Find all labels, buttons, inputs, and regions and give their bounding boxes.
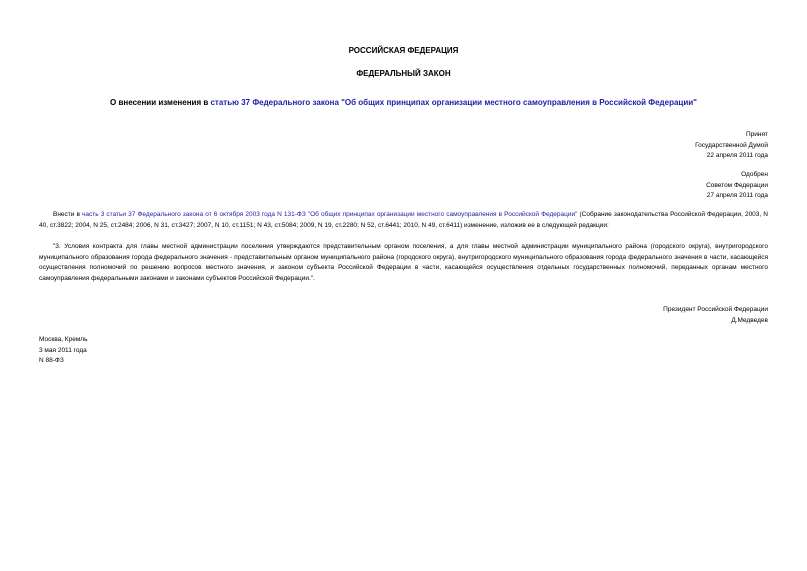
intro-link[interactable]: часть 3 статьи 37 Федерального закона от 6 октября 2003 года N 131-ФЗ "Об общих принципах организации местного самоуправления в Российской Федерации" [82, 211, 578, 218]
document-title-prefix: О внесении изменения в [110, 98, 211, 107]
approved-date: 27 апреля 2011 года [706, 192, 768, 199]
document-page [39, 0, 768, 571]
signature-position: Президент Российской Федерации [663, 306, 768, 313]
adopted-label: Принят [745, 131, 768, 138]
place-date: 3 мая 2011 года [39, 346, 87, 354]
intro-paragraph [39, 210, 768, 231]
approved-body: Советом Федерации [706, 181, 768, 189]
adopted-block [695, 130, 768, 162]
law-number: N 88-ФЗ [39, 357, 64, 364]
approved-block [706, 170, 768, 202]
signature-block [663, 305, 768, 326]
adopted-body: Государственной Думой [695, 141, 768, 149]
amendment-paragraph: "3. Условия контракта для главы местной администрации поселения утверждаются представительным органом поселения, а для главы местной администрации муниципального района (городского округа), внутригородского муниципального образования города федерального значения - представительным органом муниципального района (городского округа), внутригородского муниципального образования города федерального значения в части, касающейся осуществления полномочий по решению вопросов местного значения, и законом субъекта Российской Федерации в части, касающейся осуществления отдельных государственных полномочий, переданных органам местного самоуправления федеральными законами и законами субъектов Российской Федерации.". [39, 243, 768, 282]
country-heading: РОССИЙСКАЯ ФЕДЕРАЦИЯ [348, 46, 459, 55]
place-city: Москва, Кремль [39, 336, 88, 343]
adopted-date: 22 апреля 2011 года [706, 152, 768, 159]
place-date-block [39, 335, 87, 367]
signature-name: Д.Медведев [731, 316, 768, 324]
document-title-link[interactable]: статью 37 Федерального закона "Об общих принципах организации местного самоуправления в Российской Федерации" [210, 98, 697, 107]
approved-label: Одобрен [741, 171, 768, 178]
document-type-heading: ФЕДЕРАЛЬНЫЙ ЗАКОН [356, 69, 451, 78]
document-title [39, 98, 768, 108]
intro-prefix: Внести в [53, 211, 83, 218]
intro-suffix: (Собрание законодательства Российской Федерации, 2003, N 40, ст.3822; 2004, N 25, ст.2484; 2006, N 31, ст.3427; 2007, N 10, ст.1151; N 43, ст.5084; 2009, N 19, ст.2280; N 52, ст.6441; 2010, N 49, ст.6411) изменение, изложив ее в следующей редакции: [39, 211, 768, 229]
